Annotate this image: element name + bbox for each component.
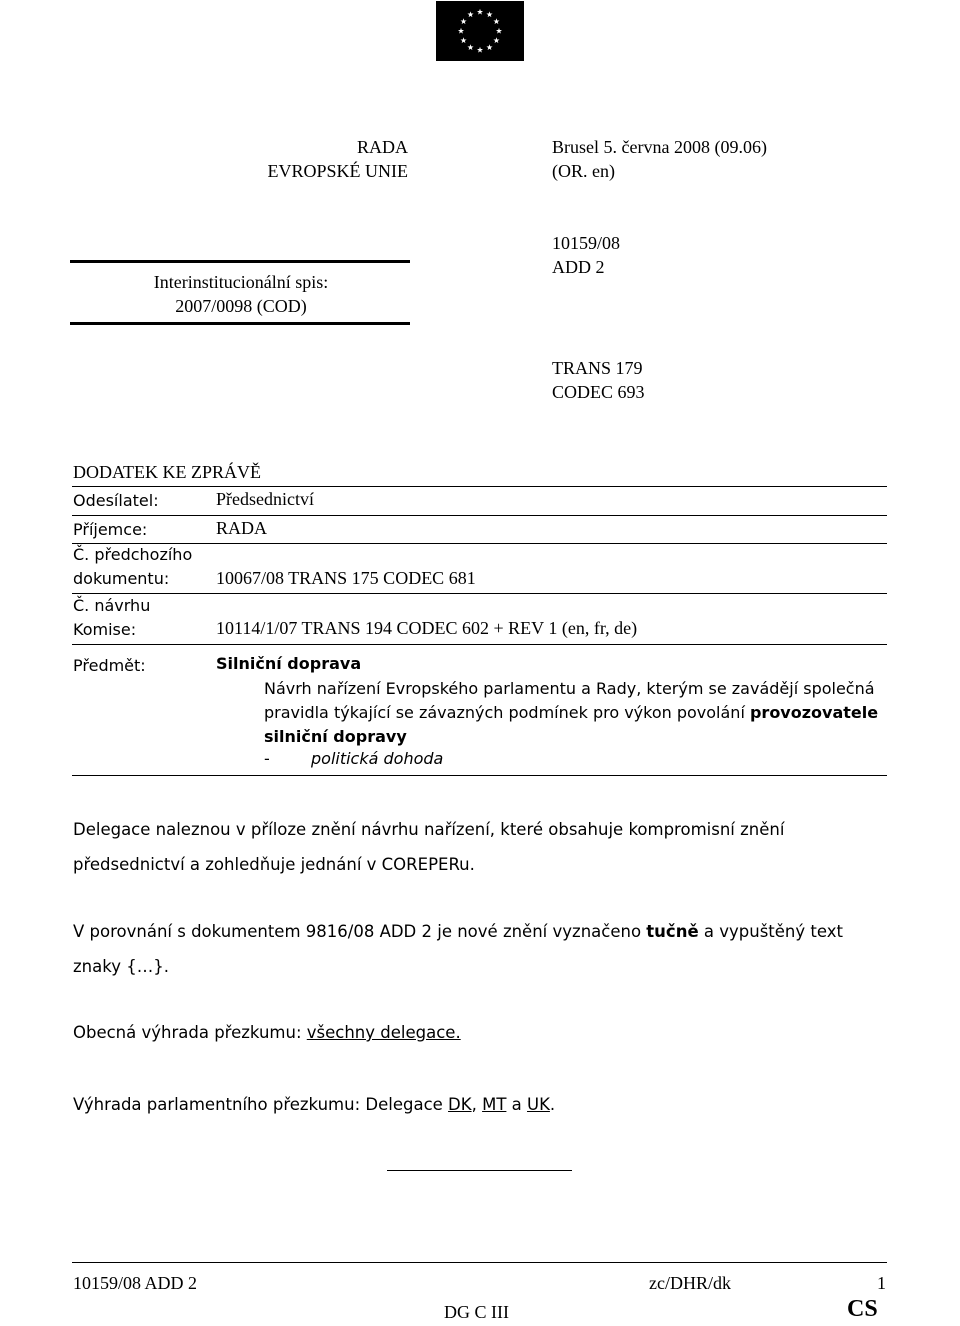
- meta-rule-2: [72, 515, 887, 516]
- p2-text-a: V porovnání s dokumentem 9816/08 ADD 2 je nové znění vyznačeno: [73, 922, 647, 941]
- footer-reference: zc/DHR/dk: [649, 1273, 731, 1293]
- sender-label: Odesílatel:: [73, 491, 159, 510]
- delegation-uk: UK: [527, 1095, 550, 1114]
- footer-directorate: DG C III: [444, 1302, 509, 1322]
- previous-doc-label-line-2: dokumentu:: [73, 569, 170, 588]
- recipient-value: RADA: [216, 518, 268, 538]
- previous-doc-label: [73, 543, 192, 591]
- eu-flag-logo: [436, 1, 524, 61]
- p4-sep-1: ,: [471, 1095, 483, 1114]
- subject-subtitle: politická dohoda: [311, 749, 444, 768]
- language-code: CS: [847, 1296, 878, 1322]
- interinst-label: Interinstitucionální spis:: [153, 272, 329, 292]
- doc-number: 10159/08: [552, 233, 621, 253]
- interinst-top-rule: [70, 260, 410, 263]
- previous-doc-label-line-1: Č. předchozího: [73, 545, 193, 564]
- meta-rule-3: [72, 543, 887, 544]
- delegation-mt: MT: [482, 1095, 507, 1114]
- proposal-label-line-2: Komise:: [73, 620, 137, 639]
- subject-dash: -: [264, 749, 270, 768]
- paragraph-scrutiny-reservation: [73, 1021, 888, 1045]
- p2-text-b: a vypuštěný text znaky {…}.: [73, 922, 843, 976]
- document-number: [552, 231, 620, 279]
- previous-doc-value: 10067/08 TRANS 175 CODEC 681: [216, 568, 476, 588]
- meta-rule-1: [72, 486, 887, 487]
- p4-sep-2: a: [506, 1095, 528, 1114]
- doc-addendum: ADD 2: [552, 257, 605, 277]
- subject-title: Silniční doprava: [216, 654, 362, 673]
- p2-bold: tučně: [646, 922, 699, 941]
- subject-description: [264, 677, 889, 749]
- interinstitutional-file: [72, 270, 410, 318]
- p4-text: Výhrada parlamentního přezkumu: Delegace: [73, 1095, 449, 1114]
- p4-end: .: [549, 1095, 556, 1114]
- trans-code: TRANS 179: [552, 358, 643, 378]
- subject-label: Předmět:: [73, 656, 146, 675]
- council-name: [180, 135, 408, 183]
- sender-value: Předsednictví: [216, 489, 314, 509]
- p3-text: Obecná výhrada přezkumu:: [73, 1023, 307, 1042]
- council-line-2: EVROPSKÉ UNIE: [267, 161, 408, 181]
- footer-doc-number: 10159/08 ADD 2: [73, 1273, 198, 1293]
- codec-code: CODEC 693: [552, 382, 645, 402]
- date-block: [552, 135, 767, 183]
- subject-body-text: Návrh nařízení Evropského parlamentu a Rady, kterým se zavádějí společná pravidla týkající se závazných podmínek pro výkon povolání: [264, 679, 875, 722]
- p3-underlined: všechny delegace.: [306, 1023, 461, 1042]
- paragraph-annex: Delegace naleznou v příloze znění návrhu nařízení, které obsahuje kompromisní znění předsednictví a zohledňuje jednání v COREPERu.: [73, 820, 785, 874]
- proposal-label-line-1: Č. návrhu: [73, 596, 151, 615]
- delegation-dk: DK: [448, 1095, 472, 1114]
- paragraph-parliamentary-reservation: [73, 1093, 888, 1117]
- document-type-title: DODATEK KE ZPRÁVĚ: [73, 462, 261, 482]
- meta-rule-5: [72, 644, 887, 645]
- eu-flag-stars: [436, 1, 524, 61]
- interinst-value: 2007/0098 (COD): [175, 296, 307, 316]
- meta-rule-4: [72, 593, 887, 594]
- meta-rule-6: [72, 775, 887, 776]
- page-number: 1: [877, 1273, 886, 1293]
- paragraph-comparison: [73, 914, 888, 984]
- recipient-label: Příjemce:: [73, 520, 148, 539]
- original-language: (OR. en): [552, 161, 615, 181]
- end-separator: [387, 1170, 572, 1171]
- footer-rule: [72, 1262, 887, 1263]
- proposal-label: [73, 594, 150, 642]
- classification-codes: [552, 356, 645, 404]
- interinst-bottom-rule: [70, 322, 410, 325]
- date-line: Brusel 5. června 2008 (09.06): [552, 137, 767, 157]
- council-line-1: RADA: [356, 137, 408, 157]
- subject-body-bold: provozovatele silniční dopravy: [264, 703, 879, 746]
- proposal-value: 10114/1/07 TRANS 194 CODEC 602 + REV 1 (en, fr, de): [216, 618, 638, 638]
